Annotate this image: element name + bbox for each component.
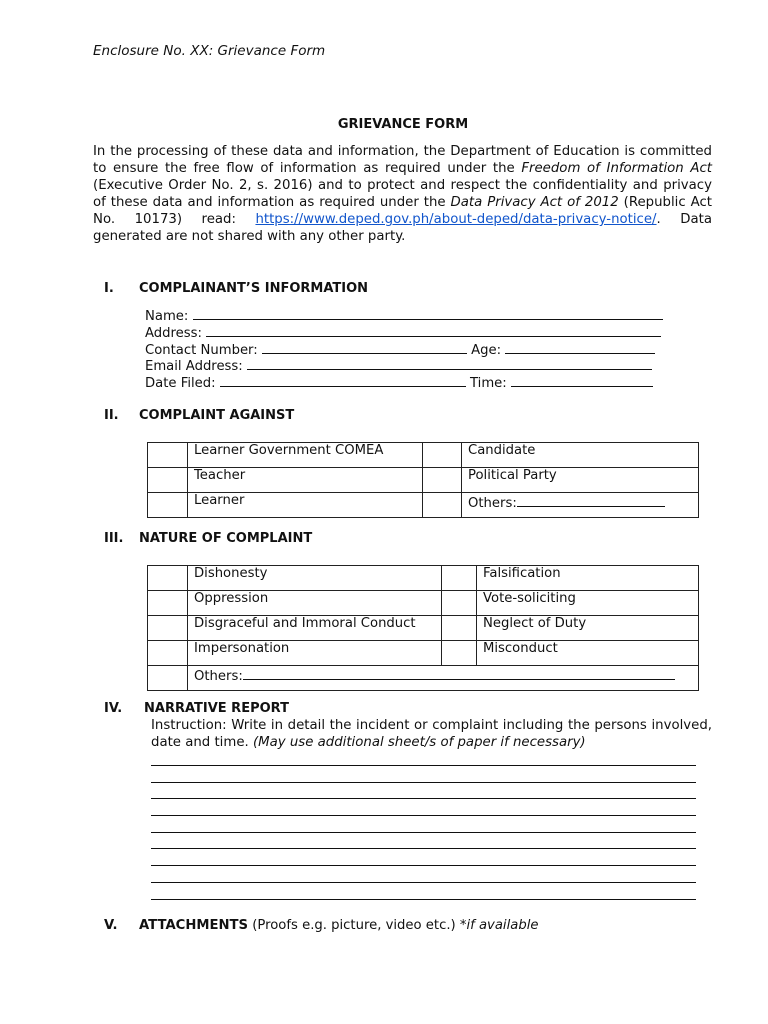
contact-field[interactable] <box>262 341 467 354</box>
checkbox-cell[interactable] <box>148 468 188 493</box>
option-label: Others: <box>468 496 517 511</box>
enclosure-header: Enclosure No. XX: Grievance Form <box>93 43 326 59</box>
intro-text-4: . Data generated are not shared with any other party. <box>93 212 712 244</box>
checkbox-cell[interactable] <box>148 641 188 666</box>
table-row <box>148 641 699 666</box>
table-row <box>148 616 699 641</box>
table-row <box>148 591 699 616</box>
table-row <box>148 493 699 518</box>
section-title: ATTACHMENTS <box>139 918 249 933</box>
section-complaint-against-heading <box>104 408 294 423</box>
option-label: Learner Government COMEA <box>188 443 423 468</box>
option-label: Misconduct <box>477 641 699 666</box>
email-row <box>145 357 652 374</box>
address-row <box>145 324 661 341</box>
option-label: Impersonation <box>188 641 442 666</box>
section-title: NARRATIVE REPORT <box>144 701 289 716</box>
others-field[interactable] <box>517 494 665 507</box>
time-label: Time: <box>470 376 507 391</box>
section-complainant-heading <box>104 281 368 296</box>
intro-text-2: (Executive Order No. 2, s. 2016) and to protect and respect the confidentiality and privacy of these data and information as required under the <box>93 178 712 210</box>
age-label: Age: <box>471 343 502 358</box>
others-cell <box>188 666 699 691</box>
option-label: Teacher <box>188 468 423 493</box>
checkbox-cell[interactable] <box>442 591 477 616</box>
section-number: IV. <box>104 701 123 716</box>
option-label: Others: <box>194 669 243 684</box>
nature-of-complaint-table <box>147 565 699 691</box>
section-title: COMPLAINT AGAINST <box>139 408 295 423</box>
attachments-desc: (Proofs e.g. picture, video etc.) * <box>248 918 467 933</box>
others-field[interactable] <box>243 667 675 680</box>
checkbox-cell[interactable] <box>148 591 188 616</box>
narrative-line[interactable] <box>151 815 696 816</box>
section-number: III. <box>104 531 124 546</box>
checkbox-cell[interactable] <box>148 566 188 591</box>
section-number: II. <box>104 408 119 423</box>
checkbox-cell[interactable] <box>442 566 477 591</box>
option-label: Disgraceful and Immoral Conduct <box>188 616 442 641</box>
foi-act: Freedom of Information Act <box>521 161 712 176</box>
section-nature-heading <box>104 531 312 546</box>
narrative-line[interactable] <box>151 782 696 783</box>
intro-paragraph <box>93 143 712 245</box>
checkbox-cell[interactable] <box>148 616 188 641</box>
intro-text-1: In the processing of these data and information, the Department of Education is committed to ensure the free flow of information as required under the <box>93 144 712 176</box>
date-label: Date Filed: <box>145 376 216 391</box>
others-cell <box>462 493 699 518</box>
section-number: V. <box>104 918 118 933</box>
table-row <box>148 468 699 493</box>
section-narrative-heading <box>104 701 289 716</box>
privacy-notice-link[interactable]: https://www.deped.gov.ph/about-deped/data-privacy-notice/ <box>255 212 657 227</box>
section-attachments-heading <box>104 918 538 933</box>
form-title: GRIEVANCE FORM <box>337 117 469 132</box>
instruction-note: (May use additional sheet/s of paper if necessary) <box>252 735 586 750</box>
address-field[interactable] <box>206 324 661 337</box>
date-time-row <box>145 374 653 391</box>
attachments-note: if available <box>466 918 539 933</box>
name-label: Name: <box>145 309 189 324</box>
checkbox-cell[interactable] <box>423 493 462 518</box>
section-title: COMPLAINANT’S INFORMATION <box>139 281 369 296</box>
narrative-line[interactable] <box>151 899 696 900</box>
option-label: Oppression <box>188 591 442 616</box>
option-label: Vote-soliciting <box>477 591 699 616</box>
narrative-line[interactable] <box>151 765 696 766</box>
contact-age-row <box>145 341 655 358</box>
option-label: Political Party <box>462 468 699 493</box>
narrative-line[interactable] <box>151 865 696 866</box>
narrative-line[interactable] <box>151 798 696 799</box>
intro-text-3: (Republic Act No. 10173) read: <box>93 195 712 227</box>
checkbox-cell[interactable] <box>148 493 188 518</box>
option-label: Falsification <box>477 566 699 591</box>
option-label: Neglect of Duty <box>477 616 699 641</box>
time-field[interactable] <box>511 374 653 387</box>
age-field[interactable] <box>505 341 655 354</box>
instruction-text: Instruction: Write in detail the incident or complaint including the persons involved, date and time. <box>151 718 712 750</box>
narrative-line[interactable] <box>151 882 696 883</box>
section-number: I. <box>104 281 114 296</box>
name-field[interactable] <box>193 307 663 320</box>
checkbox-cell[interactable] <box>442 616 477 641</box>
complaint-against-table <box>147 442 699 518</box>
table-row <box>148 666 699 691</box>
checkbox-cell[interactable] <box>423 468 462 493</box>
email-field[interactable] <box>247 357 652 370</box>
checkbox-cell[interactable] <box>148 443 188 468</box>
email-label: Email Address: <box>145 359 243 374</box>
option-label: Candidate <box>462 443 699 468</box>
narrative-instruction <box>151 717 712 751</box>
table-row <box>148 566 699 591</box>
narrative-line[interactable] <box>151 848 696 849</box>
name-row <box>145 307 663 324</box>
option-label: Learner <box>188 493 423 518</box>
section-title: NATURE OF COMPLAINT <box>139 531 313 546</box>
checkbox-cell[interactable] <box>148 666 188 691</box>
table-row <box>148 443 699 468</box>
date-field[interactable] <box>220 374 466 387</box>
option-label: Dishonesty <box>188 566 442 591</box>
data-privacy-act: Data Privacy Act of 2012 <box>450 195 619 210</box>
checkbox-cell[interactable] <box>442 641 477 666</box>
contact-label: Contact Number: <box>145 343 258 358</box>
narrative-line[interactable] <box>151 832 696 833</box>
checkbox-cell[interactable] <box>423 443 462 468</box>
address-label: Address: <box>145 326 202 341</box>
